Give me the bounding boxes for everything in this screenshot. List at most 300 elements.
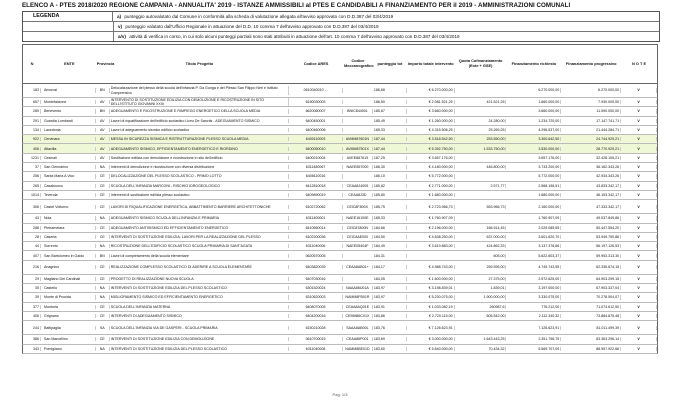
cell-note: V (621, 128, 657, 132)
cell-ares: 6311400001 (289, 216, 343, 220)
cell-note: V (621, 277, 657, 281)
cell-progressivo: 17.147.741,71 (561, 119, 621, 123)
cell-ente: Amorosi (41, 88, 96, 92)
cell-importo: € 3.657.176,00 (407, 156, 455, 160)
cell-note: V (621, 100, 657, 104)
table-row (22, 251, 658, 260)
table-row (22, 107, 658, 116)
cell-n: 35 (23, 286, 41, 290)
cell-provincia: BN (96, 254, 110, 258)
cell-punteggio: 183,86 (373, 314, 407, 318)
cell-cofinanziamento: 605.542,00 (455, 314, 507, 318)
cell-finanziamento: 5.772.000,00 (506, 174, 561, 178)
cell-finanziamento: 1.680.000,00 (506, 193, 561, 197)
cell-progressivo: 36.162.343,26 (561, 165, 621, 169)
cell-n: 407 (23, 254, 41, 258)
cell-ares: 6412810018 (289, 184, 343, 188)
cell-note: V (621, 205, 657, 209)
table-row (22, 335, 658, 344)
cell-titolo: Lavori di adeguamento sismico edificio scolastico (110, 128, 289, 132)
cell-finanziamento: 2.568.198,51 (506, 184, 561, 188)
cell-titolo: Delocalizzazione del plesso della scuola dell'infanzia P. Da Gunga e del Plesso San Filippo Neri e Istituto Comprensivo (110, 86, 289, 94)
cell-progressivo: 24.744.929,21 (561, 137, 621, 141)
cell-importo: € 3.660.000,00 (407, 109, 455, 113)
cell-provincia: CE (96, 174, 110, 178)
cell-importo: € 1.760.907,09 (407, 216, 455, 220)
cell-provincia: CE (96, 226, 110, 230)
cell-note: V (621, 119, 657, 123)
cell-importo: € 4.988.743,00 (407, 265, 455, 269)
cell-ente: Montefalcione (41, 100, 96, 104)
cell-punteggio: 184,17 (373, 265, 407, 269)
cell-punteggio: 187,44 (373, 137, 407, 141)
cell-titolo: ADEGUAMENTO SISMICO, EFFICIENTAMENTO ENERGETICO E RIORDINO (110, 147, 289, 151)
cell-importo: € 1.680.000,00 (407, 193, 455, 197)
cell-finanziamento: 3.657.176,00 (506, 156, 561, 160)
cell-finanziamento: 3.197.000,00 (506, 286, 561, 290)
cell-titolo: Interventi di demolizione e ricostruzione con diversa distribuzione (110, 165, 289, 169)
cell-importo: € 2.723.966,73 (407, 205, 455, 209)
cell-note: V (621, 226, 657, 230)
cell-n: 37 (23, 165, 41, 169)
cell-punteggio: 185,33 (373, 128, 407, 132)
cell-titolo: INTERVENTI DI SOSTITUZIONE EDILIZIA CON DEMOLIZIONE (110, 337, 289, 341)
cell-cofinanziamento: 605,00 (455, 254, 507, 258)
cell-progressivo: 32.428.105,21 (561, 156, 621, 160)
cell-progressivo: 88.957.922,66 (561, 347, 621, 351)
cell-ares: 6410560014 (289, 226, 343, 230)
legend-key: v) (118, 24, 123, 29)
cell-note: V (621, 347, 657, 351)
cell-ares: 6404200016 (289, 314, 343, 318)
cell-importo: € 5.392.750,00 (407, 147, 455, 151)
cell-n: 377 (23, 305, 41, 309)
cell-punteggio: 186,30 (373, 165, 407, 169)
cell-importo: € 1.033.082,19 (407, 305, 455, 309)
table-header (22, 44, 658, 84)
cell-cofinanziamento: 553.966,73 (455, 205, 507, 209)
cell-titolo: MIGLIORAMENTO SISMICO ED EFFICIENTAMENTO ENERGETICO (110, 295, 289, 299)
cell-titolo: REALIZZAZIONE COMPLESSO SCOLASTICO DI ADERIRE A SCUOLA ELEMENTARE (110, 265, 289, 269)
cell-punteggio: 183,97 (373, 286, 407, 290)
cell-ente: Teverola (41, 193, 96, 197)
cell-finanziamento: 3.300.642,50 (506, 137, 561, 141)
cell-meccanografico: AVMM87501X (343, 147, 373, 151)
table-row (22, 321, 658, 335)
table-row (22, 345, 658, 354)
cell-n: 44 (23, 244, 41, 248)
cell-punteggio: 185,49 (373, 119, 407, 123)
cell-meccanografico: CEIC8AE000 (343, 235, 373, 239)
cell-finanziamento: 2.351.796,75 (506, 337, 561, 341)
cell-meccanografico: AVEE887619 (343, 156, 373, 160)
legend-text: punteggio valutato dall'Ufficio Regionale in attuazione del D.D. 10 comma 7 dell'avviso approvato con D.D.387 del 03/4/2019 (125, 24, 379, 29)
cell-progressivo: 83.363.296,14 (561, 337, 621, 341)
cell-provincia: NA (96, 216, 110, 220)
table-row (22, 284, 658, 293)
cell-finanziamento: 776.212,00 (506, 305, 561, 309)
cell-ares: 6403820039 (289, 265, 343, 269)
cell-ares: 6408110016 (289, 174, 343, 178)
cell-progressivo: 28.770.929,21 (561, 147, 621, 151)
cell-meccanografico: NAAA86U01A (343, 286, 373, 290)
cell-ente: Guardia Lombardi (41, 119, 96, 123)
cell-titolo: RICOSTRUZIONE DELL'EDIFICIO SCOLASTICO SCUOLA PRIMARIA DI SANT'AGATA (110, 244, 289, 248)
cell-meccanografico: AVMM87601N (343, 137, 373, 141)
cell-ente: Casalnuovo (41, 184, 96, 188)
legend-row (23, 12, 659, 22)
cell-note: V (621, 326, 657, 330)
table-body (22, 84, 658, 354)
cell-progressivo: 53.949.750,86 (561, 235, 621, 239)
cell-ente: Anagnino (41, 265, 96, 269)
cell-note: V (621, 295, 657, 299)
cell-provincia: AV (96, 147, 110, 151)
cell-ares: 6301520024 (289, 286, 343, 290)
cell-ares: 6407030016 (289, 277, 343, 281)
header-cofinanziamento: Quota Cofinanziamento (Ente + GSE) (458, 58, 503, 68)
cell-meccanografico: NAEE16100E (343, 216, 373, 220)
cell-ares: 6311040006 (289, 244, 343, 248)
cell-note: V (621, 147, 657, 151)
cell-progressivo: 42.934.343,26 (561, 174, 621, 178)
cell-progressivo: 47.333.342,17 (561, 205, 621, 209)
cell-progressivo: 64.903.299,15 (561, 277, 621, 281)
cell-progressivo: 50.447.554,20 (561, 226, 621, 230)
cell-note: V (621, 137, 657, 141)
cell-cofinanziamento: 1.900.000,00 (455, 295, 507, 299)
header-note: N O T E (632, 60, 647, 66)
cell-meccanografico: CEAA86P001 (343, 337, 373, 341)
cell-ente: Cervinara (41, 137, 96, 141)
cell-titolo: Lavori di completamento della scuola elementare (110, 254, 289, 258)
cell-n: 265 (23, 184, 41, 188)
legend-key: a) (117, 14, 122, 19)
cell-note: V (621, 265, 657, 269)
header-importo: Importo totale intervento (407, 60, 454, 66)
cell-ente: Caserta (41, 235, 96, 239)
cell-titolo: INTERVENTO DI SOSTITUZIONE EDILIZIA CON DEMOLIZIONE E RICOSTRUZIONE IN SITO DELL'ISTITUTO GIOVANNI XXIII (110, 98, 289, 106)
table-row (22, 242, 658, 251)
cell-provincia: CE (96, 205, 110, 209)
cell-progressivo: 70.278.504,07 (561, 295, 621, 299)
cell-ente: San Bartolomeo in Galdo (41, 254, 96, 258)
cell-importo: € 1.260.000,00 (407, 119, 455, 123)
cell-n: 306 (23, 205, 41, 209)
cell-cofinanziamento: 1.643.443,25 (455, 337, 507, 341)
cell-ares: 6102200036 (289, 235, 343, 239)
cell-finanziamento: 7.126.623,91 (506, 326, 561, 330)
cell-progressivo: 21.444.284,71 (561, 128, 621, 132)
cell-n: 39 (23, 295, 41, 299)
cell-titolo: SCUOLA DELL'INFANZIA VIA DE GASPERI - SCUOLA PRIMARIA (110, 326, 289, 330)
cell-titolo: ADEGUAMENTO ANTISISMICO ED EFFICIENTAMENTO ENERGETICO (110, 226, 289, 230)
cell-meccanografico: CEIC8F800X (343, 205, 373, 209)
cell-titolo: Sostituzione edilizia con demolizione e ricostruzione in situ dell'edificio (110, 156, 289, 160)
cell-punteggio: 183,91 (373, 305, 407, 309)
cell-provincia: AV (96, 128, 110, 132)
cell-finanziamento: 3.733.200,00 (506, 165, 561, 169)
cell-cofinanziamento: 424.862,33 (455, 244, 507, 248)
cell-provincia: CE (96, 193, 110, 197)
legend-row (23, 22, 659, 32)
cell-provincia: NA (96, 286, 110, 290)
cell-provincia: CE (96, 184, 110, 188)
cell-note: V (621, 254, 657, 258)
cell-ente: Benevento (41, 109, 96, 113)
cell-cofinanziamento: 166.914,45 (455, 226, 507, 230)
cell-ente: Nola (41, 216, 96, 220)
table-row (22, 126, 658, 135)
cell-ares: 6150210028 (289, 326, 343, 330)
cell-importo: € 1.600.000,00 (407, 277, 455, 281)
cell-titolo: PROGETTO DI REALIZZAZIONE NUOVA SCUOLA (110, 277, 289, 281)
cell-progressivo: 62.336.674,15 (561, 265, 621, 269)
cell-punteggio: 184,50 (373, 235, 407, 239)
cell-provincia: AV (96, 100, 110, 104)
cell-cofinanziamento: 260987,6 (455, 305, 507, 309)
cell-ente: Sorrento (41, 244, 96, 248)
header-finanziamento: Finanziamento richiesto (511, 60, 557, 66)
table-row (22, 172, 658, 181)
cell-provincia: BN (96, 88, 110, 92)
cell-note: V (621, 286, 657, 290)
cell-note: V (621, 235, 657, 239)
cell-punteggio: 186,10 (373, 174, 407, 178)
cell-importo: € 3.198.839,01 (407, 286, 455, 290)
header-punteggio: punteggio tot (377, 60, 403, 66)
cell-note: V (621, 193, 657, 197)
cell-n: 256 (23, 174, 41, 178)
cell-cofinanziamento: 259.595,00 (455, 265, 507, 269)
cell-provincia: NA (96, 244, 110, 248)
cell-finanziamento: 2.572.625,00 (506, 277, 561, 281)
table-row (22, 98, 658, 107)
cell-progressivo: 49.037.849,86 (561, 216, 621, 220)
cell-n: 244 (23, 326, 41, 330)
cell-meccanografico: CEAA8J4005 (343, 184, 373, 188)
cell-meccanografico: BNIC84400L (343, 109, 373, 113)
cell-finanziamento: 1.660.000,00 (506, 100, 561, 104)
cell-importo: € 3.518.542,50 (407, 137, 455, 141)
cell-ares: 6400460006 (289, 128, 343, 132)
cell-finanziamento: 5.569.707,09 (506, 347, 561, 351)
cell-punteggio: 185,82 (373, 184, 407, 188)
cell-finanziamento: 2.112.340,32 (506, 314, 561, 318)
cell-importo: € 6.270.000,00 (407, 88, 455, 92)
cell-importo: € 3.619.883,00 (407, 244, 455, 248)
cell-punteggio: 183,97 (373, 295, 407, 299)
cell-finanziamento: 3.660.000,00 (506, 109, 561, 113)
cell-ente: Pomigliano (41, 347, 96, 351)
cell-cofinanziamento: 27.375,00 (455, 277, 507, 281)
cell-note: V (621, 305, 657, 309)
cell-importo: € 5.640.000,00 (407, 347, 455, 351)
cell-cofinanziamento: 1.533.750,00 (455, 147, 507, 151)
cell-provincia: CE (96, 314, 110, 318)
cell-note: V (621, 88, 657, 92)
table-row (22, 303, 658, 312)
cell-note: V (621, 244, 657, 248)
cell-note: V (621, 184, 657, 188)
cell-n: 922 (23, 137, 41, 141)
cell-ente: Castel Volturno (41, 205, 96, 209)
cell-progressivo: 7.930.000,00 (561, 100, 621, 104)
cell-provincia: NA (96, 165, 110, 169)
table-row (22, 191, 658, 200)
cell-note: V (621, 174, 657, 178)
cell-progressivo: 71.074.612,50 (561, 305, 621, 309)
document-title: ELENCO A - PTES 2018/2020 REGIONE CAMPANIA - ANNUALITA' 2019 - ISTANZE AMMISSIBILI al PTES E CANDIDABILI A FINANZIAMENTO PER il 2019 - AMMINISTRAZIONI COMUNALI (22, 2, 571, 9)
cell-cofinanziamento: 421.521,25 (455, 100, 507, 104)
cell-cofinanziamento: 637.000,00 (455, 235, 507, 239)
cell-meccanografico: CEAA8AB01+ (343, 265, 373, 269)
cell-ares: 6400110003 (289, 137, 343, 141)
cell-importo: € 5.772.000,00 (407, 174, 455, 178)
cell-titolo: MESSA IN SICUREZZA SISMICA E RISTRUTTURAZIONE PLESSO SCUOLA MEDIA (110, 137, 289, 141)
cell-importo: € 2.720.115,00 (407, 314, 455, 318)
cell-n: 291 (23, 119, 41, 123)
cell-ente: Magliano Dei Cardinali (41, 277, 96, 281)
cell-ente: Grignano (41, 314, 96, 318)
legend-row (23, 32, 659, 41)
cell-progressivo: 11.590.000,00 (561, 109, 621, 113)
cell-note: V (621, 337, 657, 341)
legend-box (22, 11, 660, 42)
cell-n: 43 (23, 216, 41, 220)
table-row (22, 214, 658, 223)
cell-importo: € 2.196.000,00 (407, 226, 455, 230)
cell-progressivo: 81.011.499,39 (561, 326, 621, 330)
cell-ares: 6311040008 (289, 347, 343, 351)
cell-meccanografico: NAEE05404F (343, 244, 373, 248)
legend-text: attività di verifica in corso, in cui solo alcuni punteggi parziali sono stati attribuiti in attuazione dell'art. 10 comma 7 dell'avviso approvato con D.D.387 del 03/4/2019 (129, 34, 460, 39)
cell-n: 28 (23, 235, 41, 239)
cell-progressivo: 73.884.875,48 (561, 314, 621, 318)
cell-progressivo: 67.903.337,04 (561, 286, 621, 290)
cell-importo: € 4.638.250,00 (407, 235, 455, 239)
cell-progressivo: 43.833.342,17 (561, 184, 621, 188)
table-row (22, 275, 658, 284)
cell-meccanografico: CEMM86C01X (343, 314, 373, 318)
cell-ente: Monte di Procida (41, 295, 96, 299)
cell-finanziamento: 3.137.376,66 (506, 244, 561, 248)
cell-ares: 0620570005 (289, 254, 343, 258)
table-row (22, 135, 658, 144)
cell-finanziamento: 2.029.085,55 (506, 226, 561, 230)
cell-importo: € 7.126.623,91 (407, 326, 455, 330)
cell-note: V (621, 165, 657, 169)
cell-n: 289 (23, 109, 41, 113)
cell-provincia: AV (96, 119, 110, 123)
cell-titolo: Lavori di riqualificazione dell'edificio scolastico Liceo De Sanctis - ADEGUAMENTO SISMICO (110, 119, 289, 123)
cell-finanziamento: 3.601.620,70 (506, 235, 561, 239)
cell-n: 183 (23, 88, 41, 92)
cell-cofinanziamento: 446.800,00 (455, 165, 507, 169)
cell-punteggio: 184,49 (373, 244, 407, 248)
cell-ares: 6310620003 (289, 295, 343, 299)
cell-punteggio: 183,69 (373, 337, 407, 341)
cell-ares: 6408070005 (289, 305, 343, 309)
table-row (22, 293, 658, 302)
cell-finanziamento: 1.234.720,00 (506, 119, 561, 123)
cell-meccanografico: NAMM8BE01D (343, 347, 373, 351)
cell-punteggio: 185,75 (373, 205, 407, 209)
cell-n: 406 (23, 314, 41, 318)
cell-ares: 6409890019 (289, 193, 343, 197)
cell-titolo: Interventi di sostituzione edilizia plesso scolastico (110, 193, 289, 197)
cell-note: V (621, 216, 657, 220)
cell-punteggio: 187,25 (373, 156, 407, 160)
cell-n: 134 (23, 128, 41, 132)
cell-provincia: NA (96, 347, 110, 351)
cell-n: 288 (23, 226, 41, 230)
cell-ente: Altavilla (41, 147, 96, 151)
cell-meccanografico: CEIC87800N (343, 226, 373, 230)
cell-ente: Battipaglia (41, 326, 96, 330)
cell-n: 386 (23, 337, 41, 341)
cell-punteggio: 185,80 (373, 193, 407, 197)
table-row (22, 312, 658, 321)
cell-punteggio: 184,66 (373, 226, 407, 230)
cell-meccanografico: NAEE857000 (343, 165, 373, 169)
header-n: N (30, 60, 34, 66)
cell-titolo: INTERVENTI DI SOSTITUZIONE EDILIZIA DEL PLESSO SCOLASTICO (110, 286, 289, 290)
cell-n: 657 (23, 100, 41, 104)
cell-finanziamento: 2.160.000,00 (506, 205, 561, 209)
cell-titolo: INTERVENTI DI SOSTITUZIONE EDILIZIA: LAVORI PER LA REALIZZAZIONE DEL PLESSO (110, 235, 289, 239)
cell-finanziamento: 4.749.743,55 (506, 265, 561, 269)
cell-cofinanziamento: 253.550,00 (455, 137, 507, 141)
cell-ares: 6400450001 (289, 119, 343, 123)
cell-provincia: AV (96, 137, 110, 141)
cell-n: 1231 (23, 156, 41, 160)
cell-provincia: BN (96, 109, 110, 113)
table-row (22, 233, 658, 242)
cell-titolo: INTERVENTI DI ADEGUAMENTO SISMICO (110, 314, 289, 318)
cell-note: V (621, 109, 657, 113)
legend-text: punteggio autovalutato dal Comune in conformità alla scheda di valutazione allegata all'avviso approvato con D.D.387 del 03/4/2019 (124, 14, 394, 19)
cell-note: V (621, 156, 657, 160)
cell-cofinanziamento: 25.269,25 (455, 128, 507, 132)
header-ares: Codice ARES (303, 60, 329, 66)
cell-n: 406 (23, 147, 41, 151)
cell-punteggio: 183,60 (373, 347, 407, 351)
cell-punteggio: 186,68 (373, 88, 407, 92)
cell-ente: San Gennarino (41, 165, 96, 169)
cell-titolo: LAVORI DI RIQUALIFICAZIONE ENERGETICA, ABBATTIMENTO BARRIERE ARCHITETTONICHE (110, 205, 289, 209)
cell-titolo: DELOCALIZZAZIONE DEL PLESSO SCOLASTICO - PRIMO LOTTO (110, 174, 289, 178)
cell-punteggio: 184,05 (373, 277, 407, 281)
cell-titolo: SCUOLA DELL'INFANZIA MARCONI - RISCHIO IDROGEOLOGICO (110, 184, 289, 188)
cell-provincia: CE (96, 337, 110, 341)
cell-provincia: SA (96, 326, 110, 330)
legend-heading: LEGENDA (23, 12, 113, 21)
ranking-table (22, 44, 658, 354)
cell-provincia: CE (96, 265, 110, 269)
cell-meccanografico: NAMM8FB01R (343, 295, 373, 299)
cell-importo: € 2.081.521,25 (407, 100, 455, 104)
cell-finanziamento: 4.296.537,00 (506, 128, 561, 132)
cell-punteggio: 186,50 (373, 100, 407, 104)
cell-finanziamento: 3.530.000,00 (506, 147, 561, 151)
cell-progressivo: 46.153.342,17 (561, 193, 621, 197)
cell-titolo: SCUOLA DELL'INFANZIA MATERNA (110, 305, 289, 309)
cell-ente: Pietramelara (41, 226, 96, 230)
cell-cofinanziamento: 24.280,00 (455, 119, 507, 123)
header-meccanografico: Codice Meccanografico (343, 58, 374, 68)
page-footer: Pag. 1/3 (332, 392, 348, 397)
